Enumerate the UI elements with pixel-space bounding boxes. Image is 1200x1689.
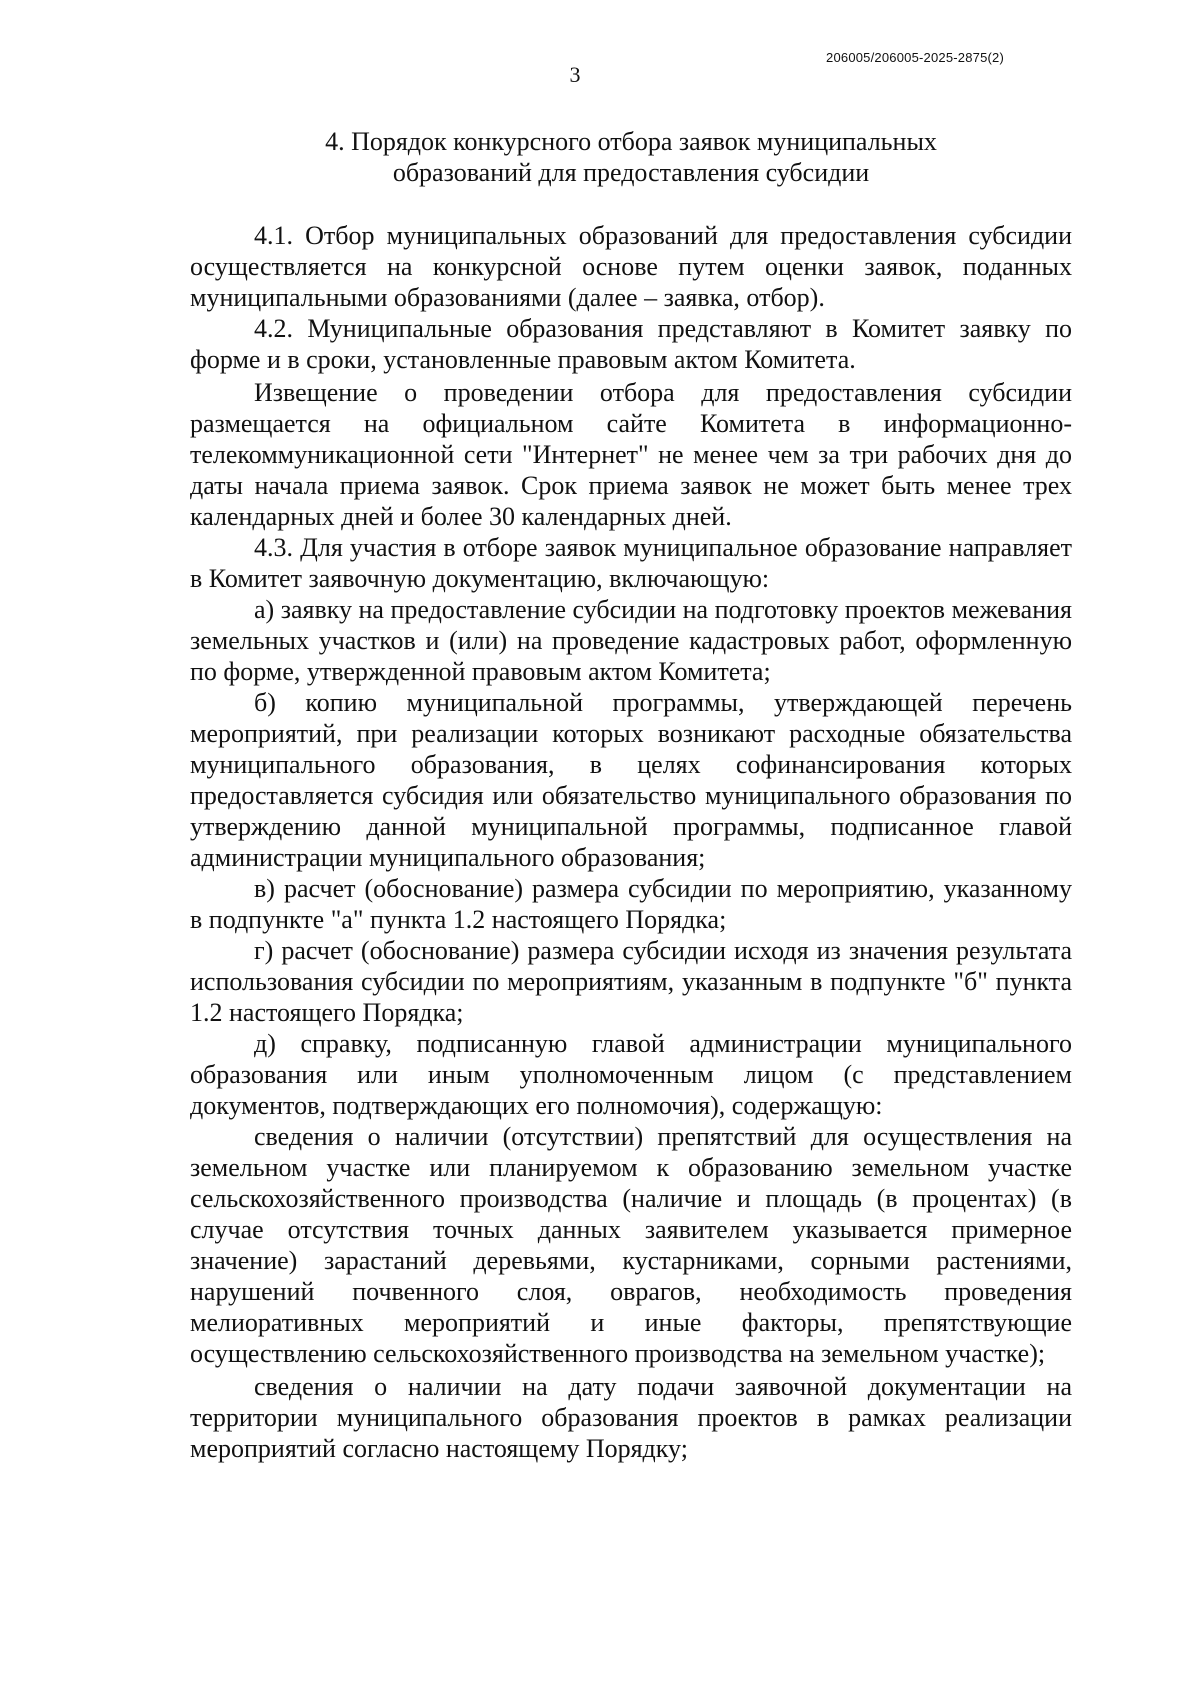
page-number: 3 [569,62,581,87]
document-body [190,220,1072,1464]
section-title-line-2: образований для предоставления субсидии [392,158,870,187]
list-item-b: б) копию муниципальной программы, утверждающей перечень мероприятий, при реализации которых возникают расходные обязательства муниципального образования, в целях софинансирования которых предоставляется субсидия или обязательство муниципального образования по утверждению данной муниципальной программы, подписанное главой администрации муниципального образования; [190,688,1072,872]
document-id: 206005/206005-2025-2875(2) [826,50,1004,65]
paragraph-notice: Извещение о проведении отбора для предоставления субсидии размещается на официальном сайте Комитета в информационно-телекоммуникационной сети "Интернет" не менее чем за три рабочих дня до даты начала приема заявок. Срок приема заявок не может быть менее трех календарных дней и более 30 календарных дней. [190,378,1072,531]
list-item-a: а) заявку на предоставление субсидии на подготовку проектов межевания земельных участков и (или) на проведение кадастровых работ, оформленную по форме, утвержденной правовым актом Комитета; [190,595,1072,686]
paragraph-4-3: 4.3. Для участия в отборе заявок муниципальное образование направляет в Комитет заявочную документацию, включающую: [190,533,1072,593]
paragraph-obstacles-info: сведения о наличии (отсутствии) препятствий для осуществления на земельном участке или планируемом к образованию земельном участке сельскохозяйственного производства (наличие и площадь (в процентах) (в случае отсутствия точных данных заявителем указывается примерное значение) зарастаний деревьями, кустарниками, сорными растениями, нарушений почвенного слоя, оврагов, необходимость проведения мелиоративных мероприятий и иные факторы, препятствующие осуществлению сельскохозяйственного производства на земельном участке); [190,1122,1072,1368]
section-title [190,126,1072,188]
paragraph-4-1: 4.1. Отбор муниципальных образований для предоставления субсидии осуществляется на конкурсной основе путем оценки заявок, поданных муниципальными образованиями (далее – заявка, отбор). [190,221,1072,312]
section-title-line-1: 4. Порядок конкурсного отбора заявок муниципальных [325,127,937,156]
paragraph-projects-info: сведения о наличии на дату подачи заявочной документации на территории муниципального образования проектов в рамках реализации мероприятий согласно настоящему Порядку; [190,1372,1072,1463]
list-item-v: в) расчет (обоснование) размера субсидии по мероприятию, указанному в подпункте "а" пункта 1.2 настоящего Порядка; [190,874,1072,934]
paragraph-4-2: 4.2. Муниципальные образования представляют в Комитет заявку по форме и в сроки, установленные правовым актом Комитета. [190,314,1072,374]
list-item-d: д) справку, подписанную главой администрации муниципального образования или иным уполномоченным лицом (с представлением документов, подтверждающих его полномочия), содержащую: [190,1029,1072,1120]
list-item-g: г) расчет (обоснование) размера субсидии исходя из значения результата использования субсидии по мероприятиям, указанным в подпункте "б" пункта 1.2 настоящего Порядка; [190,936,1072,1027]
